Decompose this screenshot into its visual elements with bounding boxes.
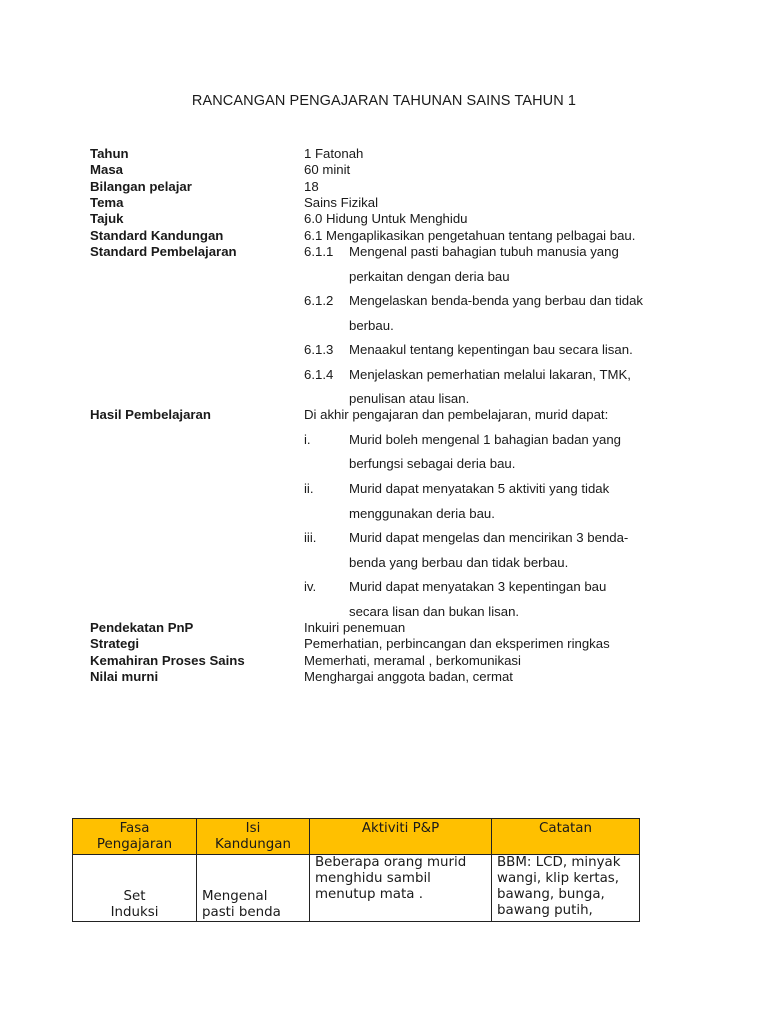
field-label: Masa — [90, 162, 123, 177]
cell-catatan: BBM: LCD, minyak wangi, klip kertas, bawang, bunga, bawang putih, — [492, 855, 640, 922]
item-text: berfungsi sebagai deria bau. — [349, 456, 516, 471]
item-number: 6.1.3 — [304, 342, 334, 357]
item-text: menggunakan deria bau. — [349, 506, 495, 521]
item-text: Murid dapat mengelas dan mencirikan 3 benda- — [349, 530, 629, 545]
field-value: 6.1 Mengaplikasikan pengetahuan tentang pelbagai bau. — [304, 228, 636, 243]
item-text: secara lisan dan bukan lisan. — [349, 604, 520, 619]
item-text: Mengenal pasti bahagian tubuh manusia yang — [349, 244, 619, 259]
item-number: iv. — [304, 579, 317, 594]
item-text: Murid boleh mengenal 1 bahagian badan yang — [349, 432, 622, 447]
item-number: ii. — [304, 481, 314, 496]
page-title: RANCANGAN PENGAJARAN TAHUNAN SAINS TAHUN 1 — [191, 93, 577, 109]
table-header-row — [73, 819, 640, 855]
field-value: 18 — [304, 179, 319, 194]
table-row — [73, 855, 640, 922]
item-text: Murid dapat menyatakan 5 aktiviti yang tidak — [349, 481, 610, 496]
lesson-phase-table — [72, 818, 640, 922]
field-value: Memerhati, meramal , berkomunikasi — [304, 653, 521, 668]
field-label: Standard Pembelajaran — [90, 244, 237, 259]
item-text: berbau. — [349, 318, 394, 333]
field-label: Pendekatan PnP — [90, 620, 194, 635]
item-text: Murid dapat menyatakan 3 kepentingan bau — [349, 579, 607, 594]
item-text: Mengelaskan benda-benda yang berbau dan tidak — [349, 293, 644, 308]
field-value: Sains Fizikal — [304, 195, 379, 210]
field-label: Kemahiran Proses Sains — [90, 653, 245, 668]
field-value: 1 Fatonah — [304, 146, 364, 161]
field-value: Menghargai anggota badan, cermat — [304, 669, 513, 684]
field-label: Tema — [90, 195, 124, 210]
field-label: Bilangan pelajar — [90, 179, 192, 194]
cell-aktiviti: Beberapa orang murid menghidu sambil menutup mata . — [310, 855, 492, 922]
field-value: Di akhir pengajaran dan pembelajaran, murid dapat: — [304, 407, 609, 422]
item-number: 6.1.1 — [304, 244, 334, 259]
item-number: 6.1.4 — [304, 367, 334, 382]
field-value: Pemerhatian, perbincangan dan eksperimen ringkas — [304, 636, 610, 651]
field-label: Strategi — [90, 636, 140, 651]
header-fasa-pengajaran: Fasa Pengajaran — [73, 819, 197, 855]
field-label: Standard Kandungan — [90, 228, 224, 243]
item-number: i. — [304, 432, 311, 447]
item-text: Menaakul tentang kepentingan bau secara lisan. — [349, 342, 633, 357]
field-label: Hasil Pembelajaran — [90, 407, 211, 422]
item-number: 6.1.2 — [304, 293, 334, 308]
field-value: 60 minit — [304, 162, 351, 177]
cell-fasa: Set Induksi — [73, 855, 197, 922]
cell-isi: Mengenal pasti benda — [197, 855, 310, 922]
item-text: benda yang berbau dan tidak berbau. — [349, 555, 569, 570]
item-text: penulisan atau lisan. — [349, 391, 470, 406]
item-text: Menjelaskan pemerhatian melalui lakaran, TMK, — [349, 367, 631, 382]
field-value: 6.0 Hidung Untuk Menghidu — [304, 211, 468, 226]
item-number: iii. — [304, 530, 317, 545]
field-label: Tajuk — [90, 211, 124, 226]
field-value: Inkuiri penemuan — [304, 620, 406, 635]
item-text: perkaitan dengan deria bau — [349, 269, 510, 284]
field-label: Nilai murni — [90, 669, 159, 684]
header-catatan: Catatan — [492, 819, 640, 855]
header-isi-kandungan: Isi Kandungan — [197, 819, 310, 855]
field-label: Tahun — [90, 146, 129, 161]
header-aktiviti: Aktiviti P&P — [310, 819, 492, 855]
